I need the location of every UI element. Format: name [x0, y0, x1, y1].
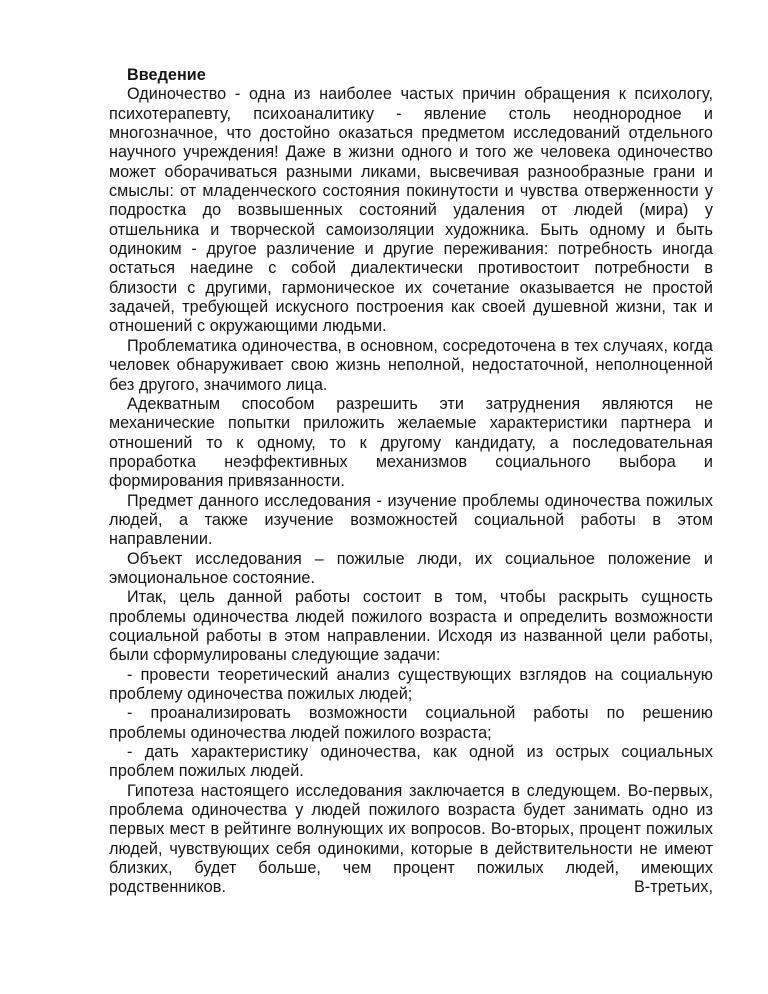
paragraph: Адекватным способом разрешить эти затруднения являются не механические попытки приложить желаемые характеристики партнера и отношений то к одному, то к другому кандидату, а последовательная проработка неэффективных механизмов социального выбора и формирования привязанности.: [109, 394, 713, 491]
paragraph: Объект исследования – пожилые люди, их социальное положение и эмоциональное состояние.: [109, 549, 713, 587]
paragraph: Итак, цель данной работы состоит в том, чтобы раскрыть сущность проблемы одиночества людей пожилого возраста и определить возможности социальной работы в этом направлении. Исходя из названной цели работы, были сформулированы следующие задачи:: [109, 588, 713, 665]
paragraph: Гипотеза настоящего исследования заключается в следующем. Во-первых, проблема одиночества у людей пожилого возраста будет занимать одно из первых мест в рейтинге волнующих их вопросов. Во-вторых, процент пожилых людей, чувствующих себя одинокими, которые в действительности не имеют близких, будет больше, чем процент пожилых людей, имеющих родственников. В-третьих,: [109, 781, 713, 897]
document-page: [109, 66, 713, 898]
paragraph: Одиночество - одна из наиболее частых причин обращения к психологу, психотерапевту, психоаналитику - явление столь неоднородное и многозначное, что достойно оказаться предметом исследований отдельного научного учреждения! Даже в жизни одного и того же человека одиночество может оборачиваться разными ликами, высвечивая разнообразные грани и смыслы: от младенческого состояния покинутости и чувства отверженности у подростка до возвышенных состояний удаления от людей (мира) у отшельника и творческой самоизоляции художника. Быть одному и быть одиноким - другое различение и другие переживания: потребность иногда остаться наедине с собой диалектически противостоит потребности в близости с другими, гармоническое их сочетание оказывается не простой задачей, требующей искусного построения как своей душевной жизни, так и отношений с окружающими людьми.: [109, 85, 713, 336]
list-item: - провести теоретический анализ существующих взглядов на социальную проблему одиночества пожилых людей;: [109, 665, 713, 703]
paragraph: Предмет данного исследования - изучение проблемы одиночества пожилых людей, а также изучение возможностей социальной работы в этом направлении.: [109, 491, 713, 549]
paragraph: Проблематика одиночества, в основном, сосредоточена в тех случаях, когда человек обнаруживает свою жизнь неполной, недостаточной, неполноценной без другого, значимого лица.: [109, 336, 713, 394]
document-heading: Введение: [127, 66, 206, 84]
list-item: - проанализировать возможности социальной работы по решению проблемы одиночества людей пожилого возраста;: [109, 704, 713, 742]
list-item: - дать характеристику одиночества, как одной из острых социальных проблем пожилых людей.: [109, 743, 713, 781]
